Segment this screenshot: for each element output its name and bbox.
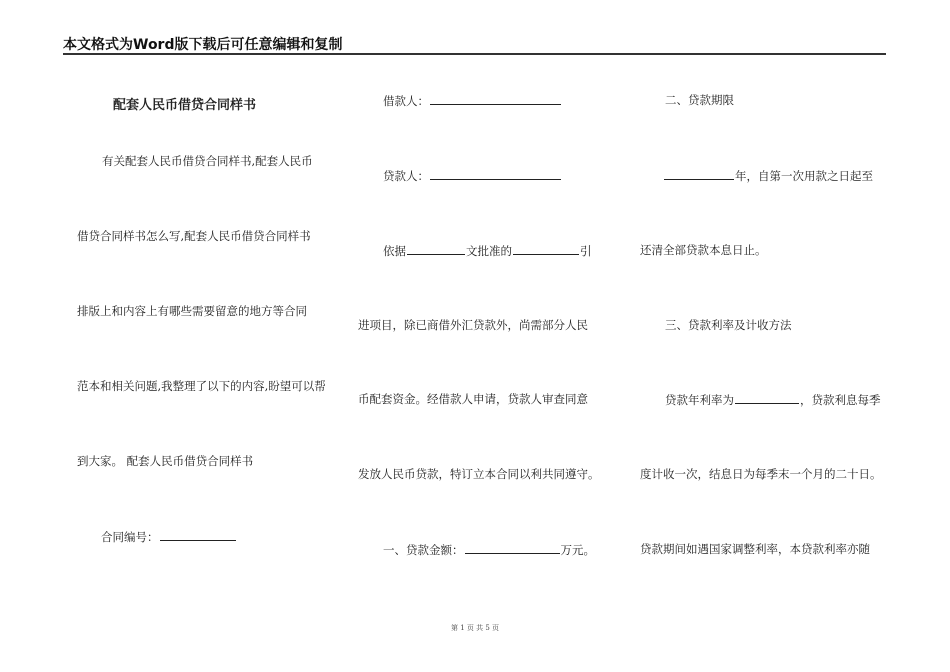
document-title: 配套人民币借贷合同样书 — [113, 98, 257, 113]
col3-line-6: 度计收一次，结息日为每季末一个月的二十日。 — [640, 467, 882, 481]
lender-label: 贷款人： — [383, 169, 429, 183]
col2-line-4: 进项目，除已商借外汇贷款外，尚需部分人民 — [358, 318, 588, 332]
lender-blank — [430, 168, 561, 180]
contract-number-label: 合同编号： — [101, 530, 159, 544]
col1-line-3: 排版上和内容上有哪些需要留意的地方等合同 — [77, 304, 307, 318]
col2-line-3-c: 引 — [580, 244, 592, 258]
col2-line-3-b: 文批准的 — [466, 244, 512, 258]
page-number: 第 1 页 共 5 页 — [450, 624, 500, 632]
interest-rate-label: 贷款年利率为 — [665, 393, 734, 407]
approval-doc-blank — [407, 243, 465, 255]
col2-line-5: 币配套资金。经借款人申请，贷款人审查同意 — [358, 392, 588, 406]
col2-line-3-a: 依据 — [383, 244, 406, 258]
interest-rate-blank — [735, 392, 799, 404]
contract-number-blank — [160, 529, 236, 541]
contract-number-field — [101, 529, 237, 544]
borrower-label: 借款人： — [383, 94, 429, 108]
section-2-heading: 二、贷款期限 — [665, 93, 734, 107]
col2-line-3 — [383, 243, 592, 258]
col3-line-5 — [665, 392, 881, 407]
col3-line-5-b: ，贷款利息每季 — [800, 393, 881, 407]
col1-line-5: 到大家。 配套人民币借贷合同样书 — [77, 454, 254, 468]
borrower-field — [383, 93, 562, 108]
lender-field — [383, 168, 562, 183]
loan-amount-blank — [465, 542, 560, 554]
col3-line-7: 贷款期间如遇国家调整利率，本贷款利率亦随 — [640, 542, 870, 556]
document-header: 本文格式为Word版下载后可任意编辑和复制 — [63, 37, 343, 53]
col3-line-2-text: 年，自第一次用款之日起至 — [735, 169, 873, 183]
col3-line-3: 还清全部贷款本息日止。 — [640, 243, 767, 257]
loan-term-blank — [664, 168, 734, 180]
col1-line-1: 有关配套人民币借贷合同样书,配套人民币 — [102, 154, 313, 168]
section-3-heading: 三、贷款利率及计收方法 — [665, 318, 792, 332]
borrower-blank — [430, 93, 561, 105]
col3-line-2 — [663, 168, 873, 183]
header-divider — [63, 53, 886, 55]
col1-line-2: 借贷合同样书怎么写,配套人民币借贷合同样书 — [77, 229, 311, 243]
col2-line-6: 发放人民币贷款，特订立本合同以利共同遵守。 — [358, 467, 600, 481]
col1-line-4: 范本和相关问题,我整理了以下的内容,盼望可以帮 — [77, 379, 326, 393]
loan-amount-field — [383, 542, 595, 557]
project-blank — [513, 243, 579, 255]
loan-amount-label: 一、贷款金额： — [383, 543, 464, 557]
loan-amount-unit: 万元。 — [560, 543, 595, 557]
